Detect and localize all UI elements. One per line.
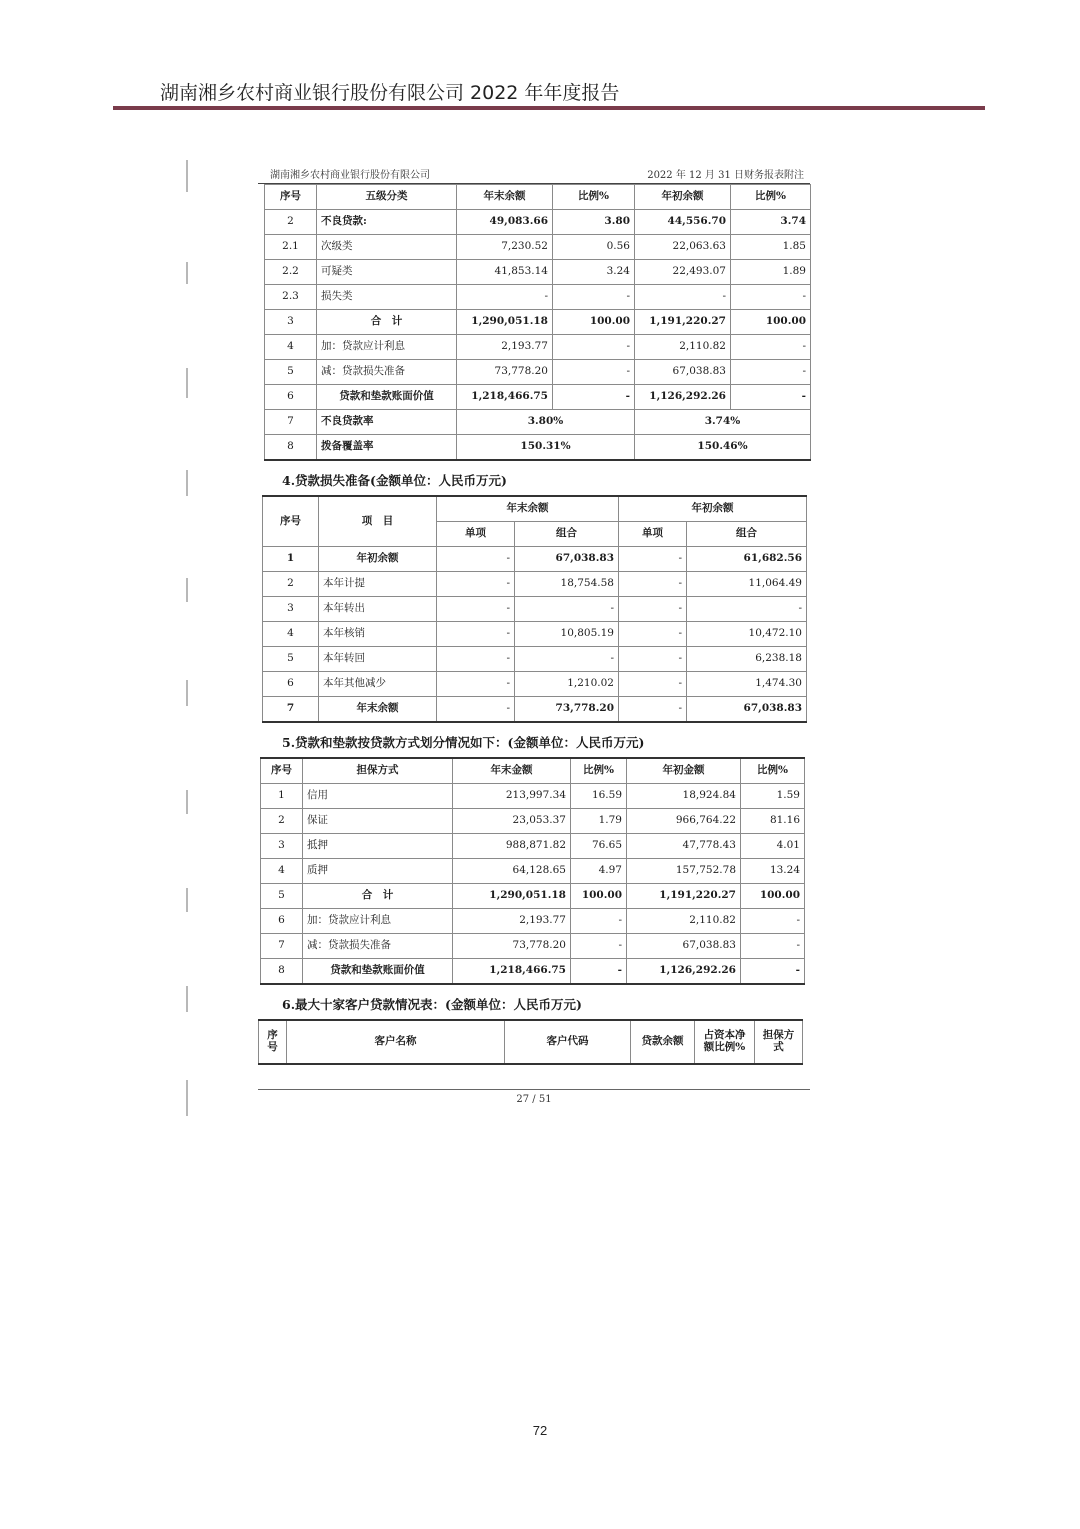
table-row [261, 959, 805, 985]
cell: 合 计 [317, 310, 457, 335]
cell: 5 [263, 647, 319, 672]
column-header: 比例% [571, 758, 627, 784]
cell: 年末余额 [319, 697, 437, 723]
cell: - [437, 672, 515, 697]
cell: 44,556.70 [635, 210, 731, 235]
cell: - [731, 335, 811, 360]
cell: 损失类 [317, 285, 457, 310]
cell: - [571, 909, 627, 934]
cell: 2.3 [265, 285, 317, 310]
table-row [261, 834, 805, 859]
cell: - [619, 622, 687, 647]
table-row [261, 784, 805, 809]
table-row [265, 285, 811, 310]
scan-margin-mark [186, 986, 188, 1012]
cell: 3.80 [553, 210, 635, 235]
section-title: 4.贷款损失准备(金额单位：人民币万元) [282, 473, 507, 488]
cell: 1 [261, 784, 303, 809]
scan-margin-mark [186, 888, 188, 912]
column-header: 组合 [687, 522, 807, 547]
cell: 本年转出 [319, 597, 437, 622]
cell: 拨备覆盖率 [317, 435, 457, 461]
cell: 100.00 [553, 310, 635, 335]
cell: - [619, 697, 687, 723]
cell: 不良贷款: [317, 210, 457, 235]
cell: 1,191,220.27 [627, 884, 741, 909]
cell: 22,493.07 [635, 260, 731, 285]
cell: - [437, 572, 515, 597]
cell: 1,210.02 [515, 672, 619, 697]
cell: 抵押 [303, 834, 453, 859]
cell: 减：贷款损失准备 [317, 360, 457, 385]
cell: - [619, 647, 687, 672]
column-header: 组合 [515, 522, 619, 547]
cell: 2,110.82 [635, 335, 731, 360]
column-header: 五级分类 [317, 185, 457, 210]
cell: 73,778.20 [515, 697, 619, 723]
cell: 47,778.43 [627, 834, 741, 859]
column-header: 贷款余额 [631, 1020, 695, 1064]
column-header: 单项 [437, 522, 515, 547]
column-header: 年初金额 [627, 758, 741, 784]
table-header-row [265, 185, 811, 210]
cell: 4 [263, 622, 319, 647]
cell: - [437, 622, 515, 647]
cell: 4 [265, 335, 317, 360]
cell: 3 [265, 310, 317, 335]
table-row [265, 410, 811, 435]
cell: 16.59 [571, 784, 627, 809]
column-header: 占资本净额比例% [695, 1020, 755, 1064]
cell: 7 [261, 934, 303, 959]
cell: 76.65 [571, 834, 627, 859]
table-header-row [259, 1020, 803, 1064]
table-row [265, 360, 811, 385]
cell: 6,238.18 [687, 647, 807, 672]
cell: - [731, 385, 811, 410]
column-header: 比例% [553, 185, 635, 210]
cell: 2,193.77 [453, 909, 571, 934]
cell: - [687, 597, 807, 622]
cell: 2,193.77 [457, 335, 553, 360]
column-header: 担保方式 [755, 1020, 803, 1064]
table-row [261, 884, 805, 909]
cell: 8 [261, 959, 303, 985]
cell: - [571, 959, 627, 985]
table-row [261, 859, 805, 884]
cell: 2 [261, 809, 303, 834]
column-header: 序号 [259, 1020, 287, 1064]
cell: 1,126,292.26 [627, 959, 741, 985]
cell: 3.74 [731, 210, 811, 235]
table-row [265, 435, 811, 461]
cell: - [437, 697, 515, 723]
cell: 10,472.10 [687, 622, 807, 647]
doc-header-company: 湖南湘乡农村商业银行股份有限公司 [270, 170, 430, 181]
cell: - [619, 597, 687, 622]
loan-by-guarantee-table [260, 757, 805, 985]
column-header: 担保方式 [303, 758, 453, 784]
cell: - [437, 547, 515, 572]
cell: - [515, 647, 619, 672]
cell: 23,053.37 [453, 809, 571, 834]
cell: 5 [261, 884, 303, 909]
cell: 41,853.14 [457, 260, 553, 285]
cell: 6 [265, 385, 317, 410]
cell: 100.00 [741, 884, 805, 909]
top-ten-customers-table [258, 1019, 803, 1065]
cell: 4.97 [571, 859, 627, 884]
cell: 11,064.49 [687, 572, 807, 597]
cell: 1,191,220.27 [635, 310, 731, 335]
cell: - [553, 335, 635, 360]
cell: 100.00 [731, 310, 811, 335]
cell: 18,924.84 [627, 784, 741, 809]
table-row [263, 697, 807, 723]
cell: - [731, 285, 811, 310]
document-header [258, 166, 810, 184]
cell: 2,110.82 [627, 909, 741, 934]
cell: 3 [263, 597, 319, 622]
inner-page-indicator: 27 / 51 [258, 1089, 810, 1105]
cell: 1,290,051.18 [457, 310, 553, 335]
cell: 81.16 [741, 809, 805, 834]
cell: 减：贷款损失准备 [303, 934, 453, 959]
table-row [263, 572, 807, 597]
column-header: 客户名称 [287, 1020, 505, 1064]
cell: - [437, 597, 515, 622]
cell: - [741, 909, 805, 934]
column-header: 比例% [741, 758, 805, 784]
table-row [263, 547, 807, 572]
section-title: 6.最大十家客户贷款情况表：(金额单位：人民币万元) [282, 997, 582, 1012]
column-header: 年末余额 [437, 496, 619, 522]
cell: - [553, 385, 635, 410]
cell: 4 [261, 859, 303, 884]
section-title: 5.贷款和垫款按贷款方式划分情况如下：(金额单位：人民币万元) [282, 735, 645, 750]
cell: 1.89 [731, 260, 811, 285]
scanned-document [258, 166, 810, 1105]
cell: 本年转回 [319, 647, 437, 672]
cell: 100.00 [571, 884, 627, 909]
cell: 67,038.83 [627, 934, 741, 959]
cell: - [619, 547, 687, 572]
cell: 3.74% [635, 410, 811, 435]
cell: 合 计 [303, 884, 453, 909]
cell: 67,038.83 [687, 697, 807, 723]
table-row [265, 260, 811, 285]
cell: 67,038.83 [515, 547, 619, 572]
cell: 49,083.66 [457, 210, 553, 235]
cell: 4.01 [741, 834, 805, 859]
column-header: 年初余额 [619, 496, 807, 522]
cell: - [553, 360, 635, 385]
cell: 7 [265, 410, 317, 435]
loan-loss-provision-table [262, 495, 807, 723]
cell: 贷款和垫款账面价值 [317, 385, 457, 410]
cell: 988,871.82 [453, 834, 571, 859]
cell: - [635, 285, 731, 310]
cell: 不良贷款率 [317, 410, 457, 435]
cell: 6 [261, 909, 303, 934]
cell: - [619, 572, 687, 597]
column-header: 序号 [263, 496, 319, 547]
cell: 0.56 [553, 235, 635, 260]
cell: 13.24 [741, 859, 805, 884]
cell: 本年其他减少 [319, 672, 437, 697]
cell: 7,230.52 [457, 235, 553, 260]
cell: 22,063.63 [635, 235, 731, 260]
cell: 质押 [303, 859, 453, 884]
cell: 3.80% [457, 410, 635, 435]
cell: 150.46% [635, 435, 811, 461]
column-header: 年末金额 [453, 758, 571, 784]
cell: 加：贷款应计利息 [303, 909, 453, 934]
cell: 150.31% [457, 435, 635, 461]
cell: 2.2 [265, 260, 317, 285]
cell: 73,778.20 [457, 360, 553, 385]
cell: 2.1 [265, 235, 317, 260]
cell: 1.85 [731, 235, 811, 260]
table-row [263, 622, 807, 647]
cell: 3 [261, 834, 303, 859]
cell: 加：贷款应计利息 [317, 335, 457, 360]
cell: 64,128.65 [453, 859, 571, 884]
table-row [263, 672, 807, 697]
cell: 2 [263, 572, 319, 597]
cell: 6 [263, 672, 319, 697]
table-row [265, 235, 811, 260]
cell: 信用 [303, 784, 453, 809]
cell: 1,218,466.75 [457, 385, 553, 410]
table-header-row [263, 496, 807, 522]
cell: 保证 [303, 809, 453, 834]
column-header: 年末余额 [457, 185, 553, 210]
cell: 7 [263, 697, 319, 723]
cell: 8 [265, 435, 317, 461]
column-header: 单项 [619, 522, 687, 547]
column-header: 项 目 [319, 496, 437, 547]
scan-margin-mark [186, 368, 188, 398]
scan-margin-mark [186, 578, 188, 602]
report-header-title: 湖南湘乡农村商业银行股份有限公司 2022 年年度报告 [160, 82, 620, 104]
cell: - [741, 934, 805, 959]
table-row [261, 809, 805, 834]
column-header: 序号 [261, 758, 303, 784]
column-header: 序号 [265, 185, 317, 210]
cell: 1,474.30 [687, 672, 807, 697]
scan-margin-mark [186, 470, 188, 496]
cell: 本年核销 [319, 622, 437, 647]
header-rule [113, 106, 985, 110]
table-row [265, 385, 811, 410]
cell: - [437, 647, 515, 672]
table-row [265, 310, 811, 335]
cell: 1.59 [741, 784, 805, 809]
cell: 本年计提 [319, 572, 437, 597]
cell: 1 [263, 547, 319, 572]
cell: - [619, 672, 687, 697]
table-row [265, 210, 811, 235]
scan-margin-mark [186, 262, 188, 284]
cell: 213,997.34 [453, 784, 571, 809]
cell: 73,778.20 [453, 934, 571, 959]
table-row [265, 335, 811, 360]
scan-margin-mark [186, 1080, 188, 1116]
loan-classification-table [264, 184, 811, 461]
cell: 次级类 [317, 235, 457, 260]
table-header-row [261, 758, 805, 784]
cell: 1.79 [571, 809, 627, 834]
doc-header-date: 2022 年 12 月 31 日财务报表附注 [647, 170, 804, 181]
cell: 10,805.19 [515, 622, 619, 647]
cell: 1,126,292.26 [635, 385, 731, 410]
cell: - [515, 597, 619, 622]
cell: 年初余额 [319, 547, 437, 572]
column-header: 年初余额 [635, 185, 731, 210]
page-number: 72 [532, 1423, 548, 1438]
scan-margin-mark [186, 680, 188, 706]
table-row [261, 934, 805, 959]
cell: 67,038.83 [635, 360, 731, 385]
cell: 61,682.56 [687, 547, 807, 572]
cell: 可疑类 [317, 260, 457, 285]
scan-margin-mark [186, 160, 188, 192]
table-row [263, 597, 807, 622]
cell: 18,754.58 [515, 572, 619, 597]
table-row [263, 647, 807, 672]
column-header: 比例% [731, 185, 811, 210]
cell: 2 [265, 210, 317, 235]
table-row [261, 909, 805, 934]
cell: 贷款和垫款账面价值 [303, 959, 453, 985]
cell: 3.24 [553, 260, 635, 285]
cell: 157,752.78 [627, 859, 741, 884]
cell: - [571, 934, 627, 959]
scan-margin-mark [186, 790, 188, 814]
cell: - [553, 285, 635, 310]
cell: 1,290,051.18 [453, 884, 571, 909]
column-header: 客户代码 [505, 1020, 631, 1064]
cell: 1,218,466.75 [453, 959, 571, 985]
cell: 966,764.22 [627, 809, 741, 834]
cell: 5 [265, 360, 317, 385]
cell: - [741, 959, 805, 985]
cell: - [731, 360, 811, 385]
cell: - [457, 285, 553, 310]
